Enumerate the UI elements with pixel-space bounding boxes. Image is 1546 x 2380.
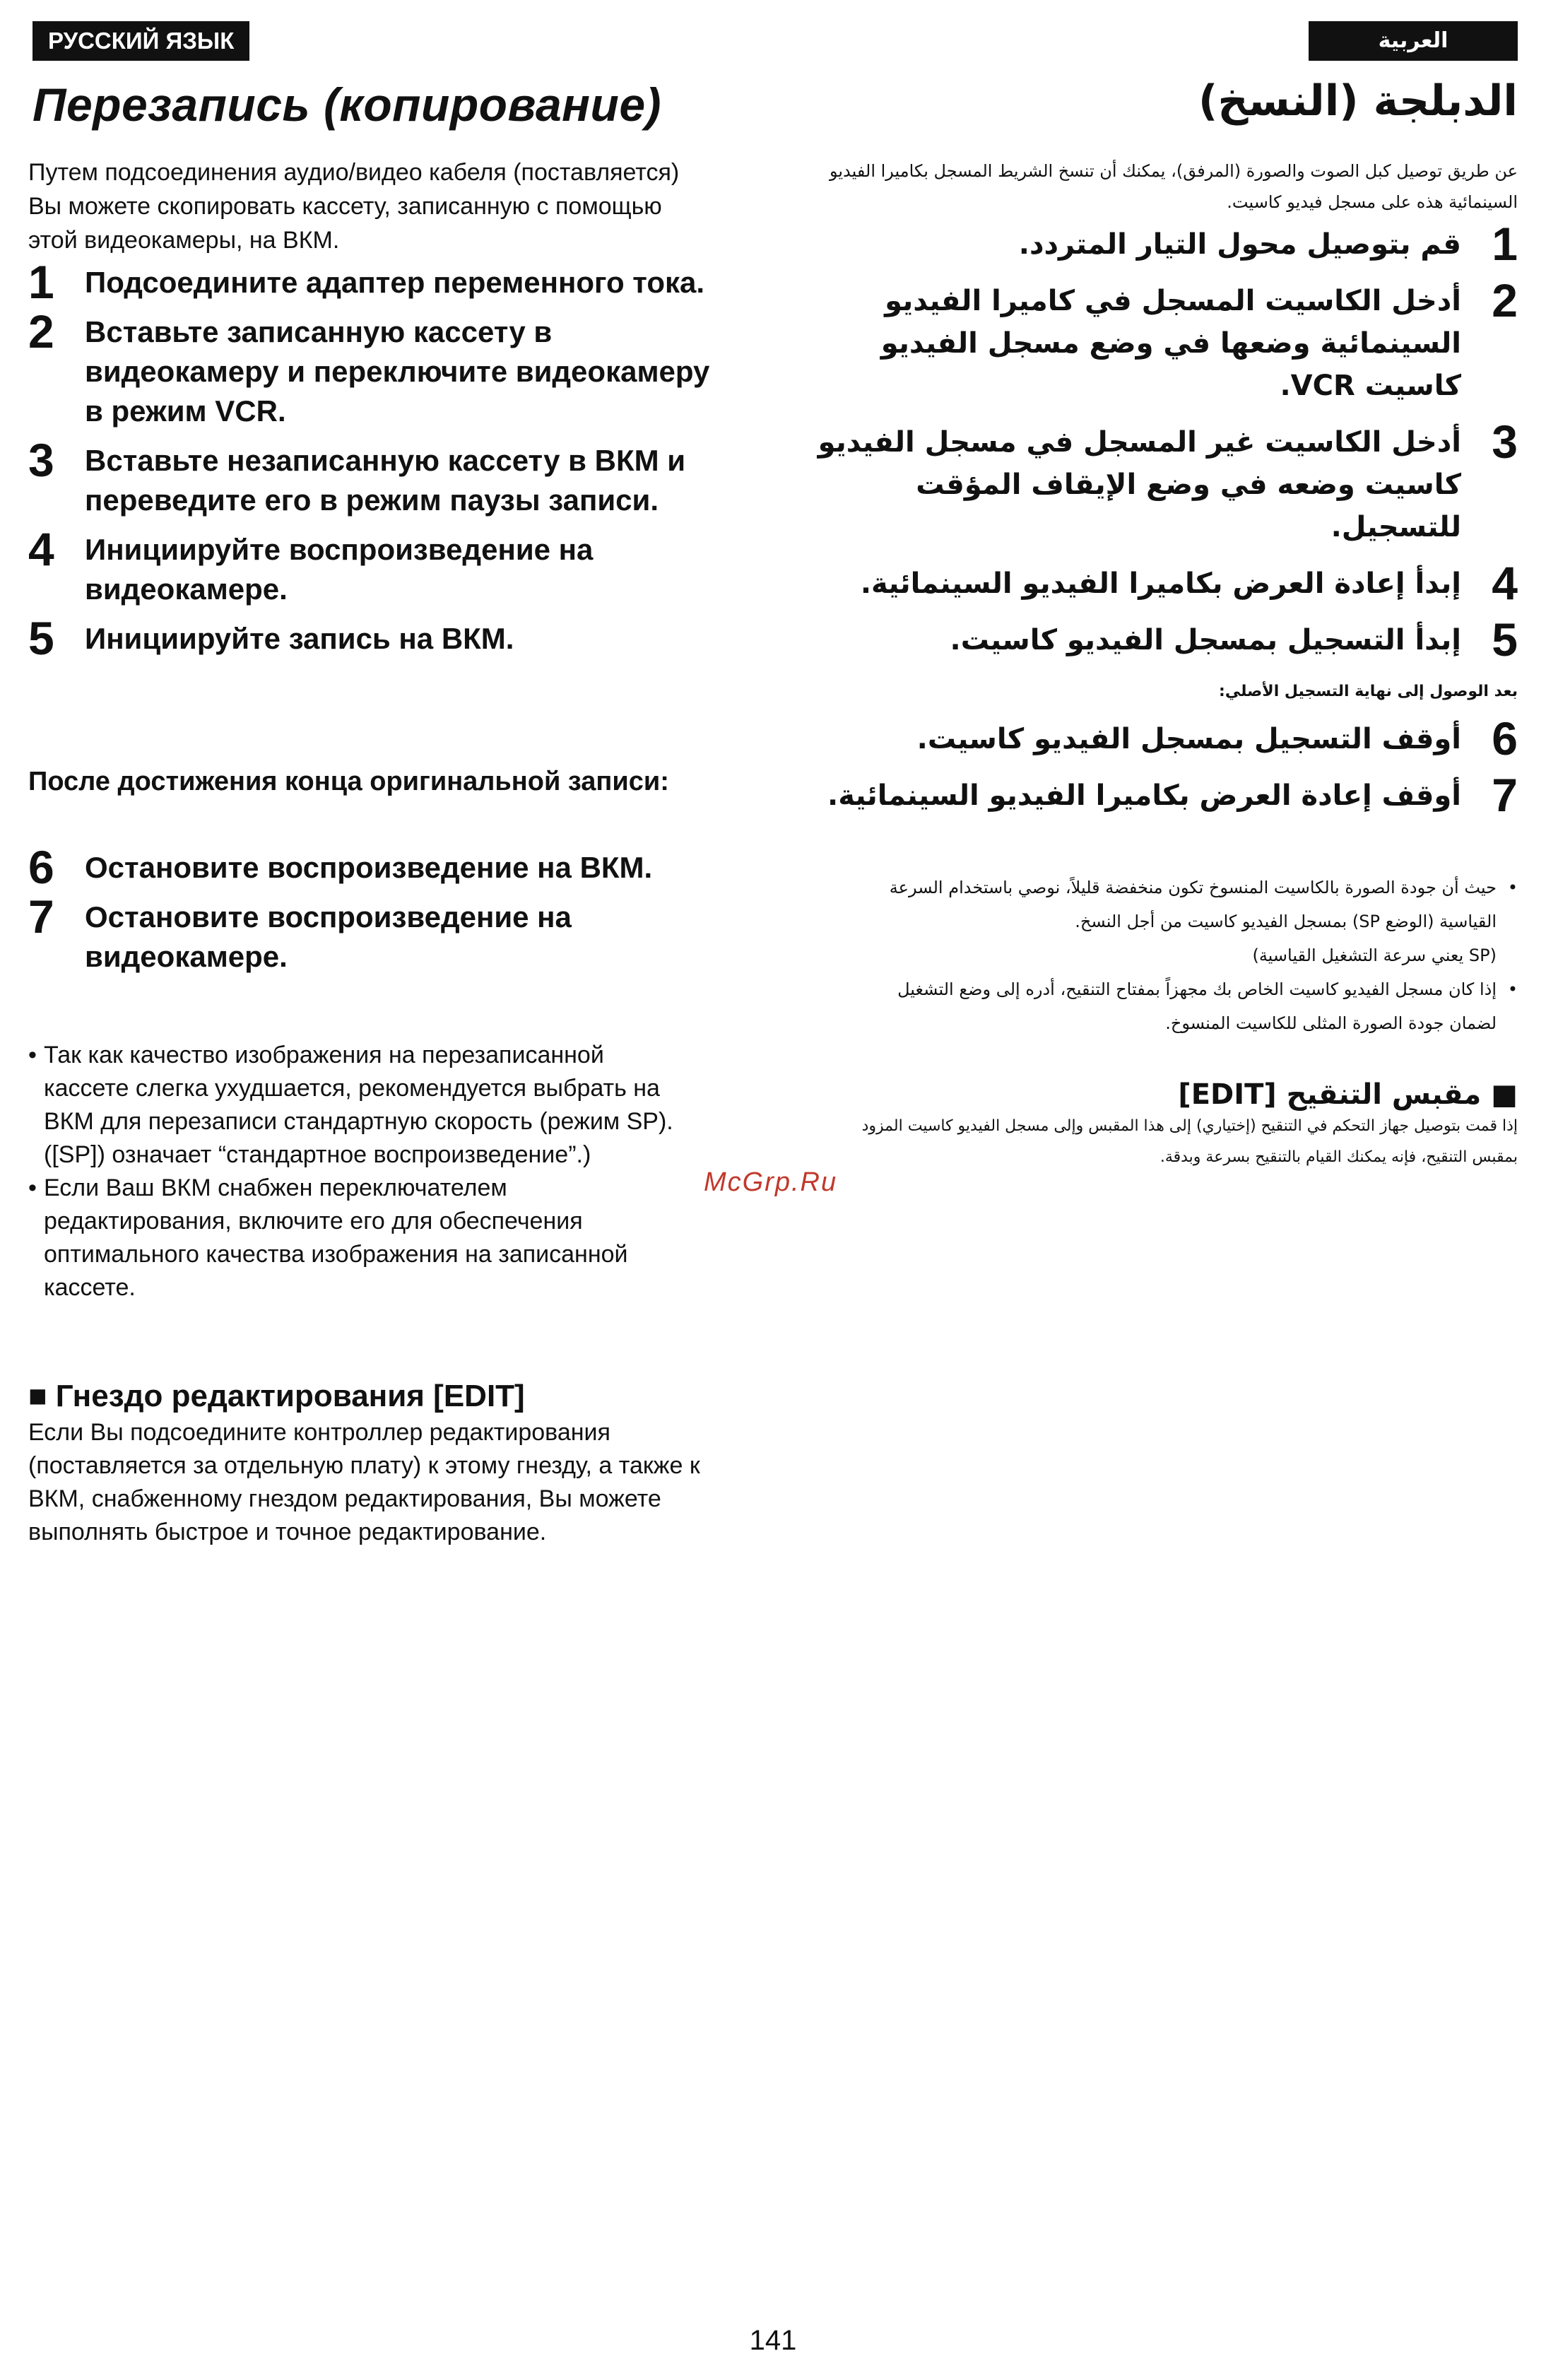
ru-step-number: 4 — [28, 523, 54, 575]
ar-step-1 — [797, 218, 1518, 270]
ru-step-2 — [28, 305, 721, 431]
ar-edit-section — [811, 1078, 1518, 1173]
ru-step-7 — [28, 890, 721, 977]
language-tag-arabic: العربية — [1309, 21, 1518, 61]
ru-step-4 — [28, 523, 721, 609]
ar-note — [854, 871, 1518, 972]
ru-step-number: 7 — [28, 890, 54, 943]
ru-step-text: Остановите воспроизведение на ВКМ. — [85, 851, 653, 884]
ru-note — [28, 1039, 692, 1172]
ar-step-6 — [797, 712, 1518, 765]
ru-after-label: После достижения конца оригинальной записи: — [28, 767, 669, 796]
ru-step-text: Инициируйте запись на ВКМ. — [85, 622, 514, 655]
ru-note-text: Так как качество изображения на перезаписанной кассете слегка ухудшается, рекомендуется выбрать на ВКМ для перезаписи стандартную скорость (режим SP). — [44, 1042, 673, 1135]
ar-note-text: إذا كان مسجل الفيديو كاسيت الخاص بك مجهزاً بمفتاح التنقيح، أدره إلى وضع التشغيل لضمان جودة الصورة المثلى للكاسيت المنسوخ. — [897, 979, 1497, 1033]
ar-step-4 — [797, 557, 1518, 609]
ar-after-label: بعد الوصول إلى نهاية التسجيل الأصلي: — [1219, 683, 1518, 700]
bullet-icon: • — [1507, 878, 1518, 897]
ar-step-number: 6 — [1492, 712, 1518, 765]
ru-notes — [28, 1039, 692, 1304]
ar-step-text: إبدأ إعادة العرض بكاميرا الفيديو السينمائية. — [860, 567, 1461, 600]
ar-step-7 — [797, 769, 1518, 821]
ar-step-number: 3 — [1492, 416, 1518, 468]
page-number: 141 — [749, 2325, 797, 2356]
ru-edit-heading: ■ Гнездо редактирования [EDIT] — [28, 1379, 525, 1413]
ar-edit-heading: ■ مقبس التنقيح [EDIT] — [1178, 1078, 1518, 1111]
watermark-text: McGrp.Ru — [704, 1167, 838, 1197]
ar-step-number: 4 — [1492, 557, 1518, 609]
ar-steps-list-b — [797, 712, 1518, 821]
ru-step-5 — [28, 612, 721, 664]
ru-step-number: 5 — [28, 612, 54, 664]
ru-step-number: 2 — [28, 305, 54, 358]
ar-step-text: قم بتوصيل محول التيار المتردد. — [1018, 228, 1461, 261]
ru-note-text: Если Ваш ВКМ снабжен переключателем редактирования, включите его для обеспечения оптимального качества изображения на записанной кассете. — [44, 1174, 628, 1301]
ru-step-text: Вставьте записанную кассету в видеокамеру и переключите видеокамеру в режим VCR. — [85, 315, 710, 428]
ar-step-text: أدخل الكاسيت غير المسجل في مسجل الفيديو كاسيت وضعه في وضع الإيقاف المؤقت للتسجيل. — [818, 426, 1461, 543]
ar-step-5 — [797, 613, 1518, 666]
ru-step-text: Инициируйте воспроизведение на видеокамере. — [85, 533, 594, 606]
ar-step-number: 5 — [1492, 613, 1518, 666]
ru-note-extra: ([SP]) означает “стандартное воспроизведение”.) — [44, 1141, 591, 1168]
bullet-icon: • — [28, 1174, 37, 1201]
ar-step-number: 7 — [1492, 769, 1518, 821]
ru-edit-body: Если Вы подсоедините контроллер редактирования (поставляется за отдельную плату) к этому гнезду, а также к ВКМ, снабженному гнездом редактирования, Вы можете выполнять быстрое и точное редактирование. — [28, 1419, 700, 1545]
ru-note — [28, 1172, 692, 1304]
ar-step-3 — [797, 416, 1518, 548]
language-tag-russian: РУССКИЙ ЯЗЫК — [33, 21, 249, 61]
ar-step-number: 1 — [1492, 218, 1518, 270]
ru-step-text: Подсоедините адаптер переменного тока. — [85, 266, 705, 299]
ar-intro-text: عن طريق توصيل كبل الصوت والصورة (المرفق)، يمكنك أن تنسخ الشريط المسجل بكاميرا الفيديو السينمائية هذه على مسجل فيديو كاسيت. — [829, 161, 1518, 212]
ru-steps-list-a — [28, 256, 721, 664]
ru-step-6 — [28, 841, 721, 893]
ru-step-number: 1 — [28, 256, 54, 308]
ru-step-1 — [28, 256, 721, 308]
ar-note — [854, 972, 1518, 1040]
ru-steps-list-b — [28, 841, 721, 977]
ar-step-text: أوقف التسجيل بمسجل الفيديو كاسيت. — [916, 723, 1461, 755]
ar-notes — [854, 871, 1518, 1040]
ar-step-text: إبدأ التسجيل بمسجل الفيديو كاسيت. — [950, 624, 1461, 656]
ar-steps-list-a — [797, 218, 1518, 666]
ru-page-title: Перезапись (копирование) — [33, 78, 662, 131]
ar-note-extra: (SP يعني سرعة التشغيل القياسية) — [1252, 945, 1497, 965]
ar-note-text: حيث أن جودة الصورة بالكاسيت المنسوخ تكون منخفضة قليلاً، نوصي باستخدام السرعة القياسية (الوضع SP) بمسجل الفيديو كاسيت من أجل النسخ. — [889, 878, 1497, 931]
ru-step-text: Остановите воспроизведение на видеокамере. — [85, 900, 572, 973]
bullet-icon: • — [28, 1042, 37, 1068]
ar-step-2 — [797, 274, 1518, 407]
ar-step-text: أوقف إعادة العرض بكاميرا الفيديو السينمائية. — [827, 779, 1461, 812]
ar-edit-body: إذا قمت بتوصيل جهاز التحكم في التنقيح (إختياري) إلى هذا المقبس وإلى مسجل الفيديو كاسيت المزود بمقبس التنقيح، فإنه يمكنك القيام بالتنقيح بسرعة وبدقة. — [861, 1117, 1518, 1166]
ru-step-number: 3 — [28, 434, 54, 486]
ru-edit-section — [28, 1377, 714, 1549]
ru-step-3 — [28, 434, 721, 520]
ar-page-title: الدبلجة (النسخ) — [1198, 76, 1518, 126]
ar-step-number: 2 — [1492, 274, 1518, 326]
ru-step-text: Вставьте незаписанную кассету в ВКМ и переведите его в режим паузы записи. — [85, 444, 686, 517]
ar-step-text: أدخل الكاسيت المسجل في كاميرا الفيديو السينمائية وضعها في وضع مسجل الفيديو كاسيت VCR. — [880, 285, 1461, 402]
ru-step-number: 6 — [28, 841, 54, 893]
ru-intro-text: Путем подсоединения аудио/видео кабеля (поставляется) Вы можете скопировать кассету, записанную с помощью этой видеокамеры, на ВКМ. — [28, 159, 680, 254]
bullet-icon: • — [1507, 979, 1518, 999]
